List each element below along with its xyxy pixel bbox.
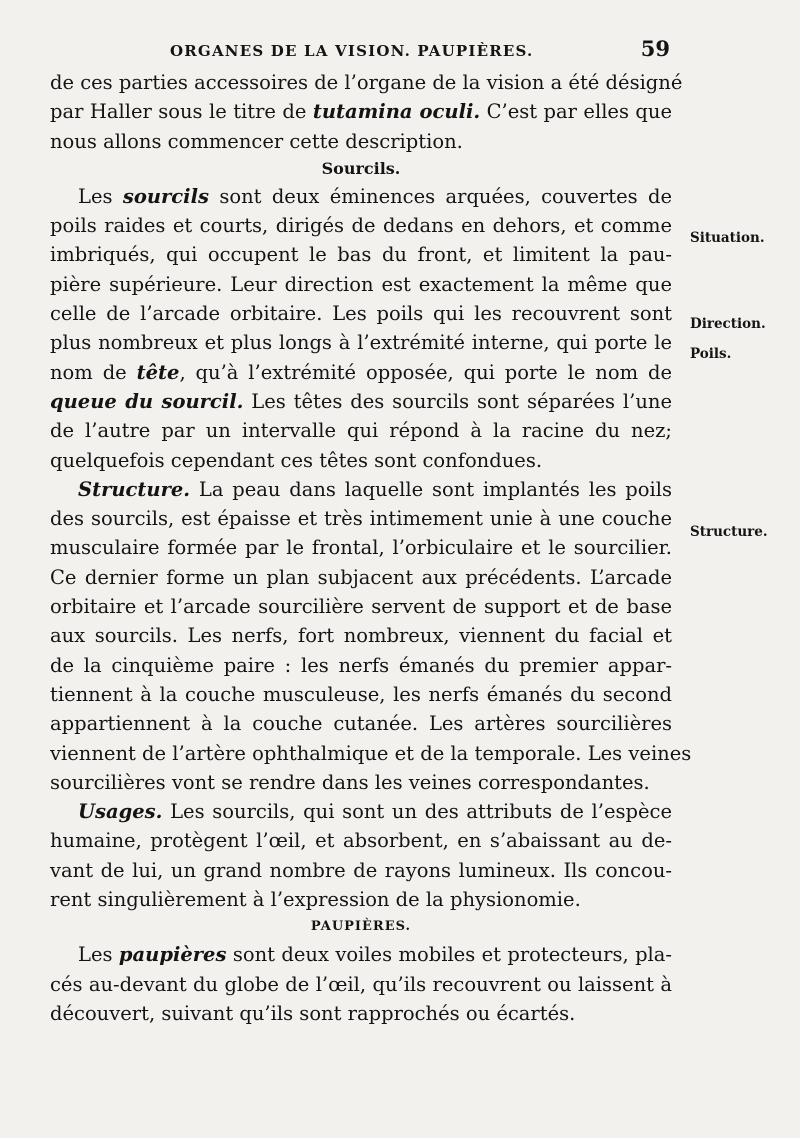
text-line: quelquefois cependant ces têtes sont confondues. bbox=[50, 448, 543, 472]
text-line: Usages. Les sourcils, qui sont un des attributs de l’espèce bbox=[78, 800, 672, 824]
text-line: des sourcils, est épaisse et très intimement unie à une couche bbox=[50, 507, 672, 531]
text-line: pière supérieure. Leur direction est exactement la même que bbox=[50, 272, 672, 296]
margin-note-situation: Situation. bbox=[690, 230, 765, 246]
text-line: aux sourcils. Les nerfs, fort nombreux, viennent du facial et bbox=[50, 624, 672, 648]
text-line: celle de l’arcade orbitaire. Les poils qui les recouvrent sont bbox=[50, 302, 672, 326]
section-heading-paupieres: PAUPIÈRES. bbox=[310, 919, 412, 935]
text-line: viennent de l’artère ophthalmique et de la temporale. Les veines bbox=[50, 741, 692, 765]
margin-note-direction: Direction. bbox=[690, 316, 766, 332]
text-line: poils raides et courts, dirigés de dedans en dehors, et comme bbox=[50, 214, 672, 238]
text-line: Les sourcils sont deux éminences arquées, couvertes de bbox=[78, 184, 672, 208]
margin-note-poils: Poils. bbox=[690, 346, 732, 362]
text-line: sourcilières vont se rendre dans les veines correspondantes. bbox=[50, 770, 650, 794]
margin-note-structure: Structure. bbox=[690, 524, 768, 540]
italic-term: sourcils bbox=[122, 184, 209, 208]
text-line: de la cinquième paire : les nerfs émanés du premier appar- bbox=[50, 653, 672, 677]
text-line: Ce dernier forme un plan subjacent aux précédents. L’arcade bbox=[50, 565, 672, 589]
italic-term: tête bbox=[136, 360, 180, 384]
text-line: tiennent à la couche musculeuse, les nerfs émanés du second bbox=[50, 682, 672, 706]
text-line: Structure. La peau dans laquelle sont implantés les poils bbox=[78, 477, 672, 501]
text-line: humaine, protègent l’œil, et absorbent, en s’abaissant au de- bbox=[50, 829, 672, 853]
text-line: rent singulièrement à l’expression de la physionomie. bbox=[50, 888, 581, 912]
italic-term: paupières bbox=[118, 943, 227, 967]
text-line: queue du sourcil. Les têtes des sourcils sont séparées l’une bbox=[50, 389, 672, 413]
italic-term: Structure. bbox=[78, 477, 191, 501]
section-heading-sourcils: Sourcils. bbox=[321, 158, 401, 178]
text-line: vant de lui, un grand nombre de rayons lumineux. Ils concou- bbox=[50, 858, 672, 882]
text-line: Les paupières sont deux voiles mobiles et protecteurs, pla- bbox=[78, 943, 672, 967]
text-line: de ces parties accessoires de l’organe de la vision a été désigné bbox=[50, 71, 683, 94]
page-number: 59 bbox=[640, 36, 670, 61]
running-head bbox=[170, 36, 670, 61]
running-head-title: ORGANES DE LA VISION. PAUPIÈRES. bbox=[170, 42, 534, 60]
text-line: musculaire formée par le frontal, l’orbiculaire et le sourcilier. bbox=[50, 536, 672, 560]
text-line: nous allons commencer cette description. bbox=[50, 129, 463, 153]
text-line: nom de tête, qu’à l’extrémité opposée, qui porte le nom de bbox=[50, 360, 672, 384]
text-line: imbriqués, qui occupent le bas du front, et limitent la pau- bbox=[50, 243, 672, 267]
italic-term: Usages. bbox=[78, 800, 163, 824]
text-line: appartiennent à la couche cutanée. Les artères sourcilières bbox=[50, 712, 672, 736]
text-line: découvert, suivant qu’ils sont rapprochés ou écartés. bbox=[50, 1001, 576, 1025]
italic-term: tutamina oculi. bbox=[312, 100, 481, 124]
text-line: plus nombreux et plus longs à l’extrémité interne, qui porte le bbox=[50, 331, 672, 355]
text-line: de l’autre par un intervalle qui répond à la racine du nez; bbox=[50, 419, 672, 443]
text-line: par Haller sous le titre de tutamina oculi. C’est par elles que bbox=[50, 100, 672, 124]
body-text bbox=[50, 68, 692, 1028]
text-line: cés au-devant du globe de l’œil, qu’ils recouvrent ou laissent à bbox=[50, 972, 672, 996]
text-line: orbitaire et l’arcade sourcilière servent de support et de base bbox=[50, 595, 672, 619]
italic-term: queue du sourcil. bbox=[50, 389, 244, 413]
